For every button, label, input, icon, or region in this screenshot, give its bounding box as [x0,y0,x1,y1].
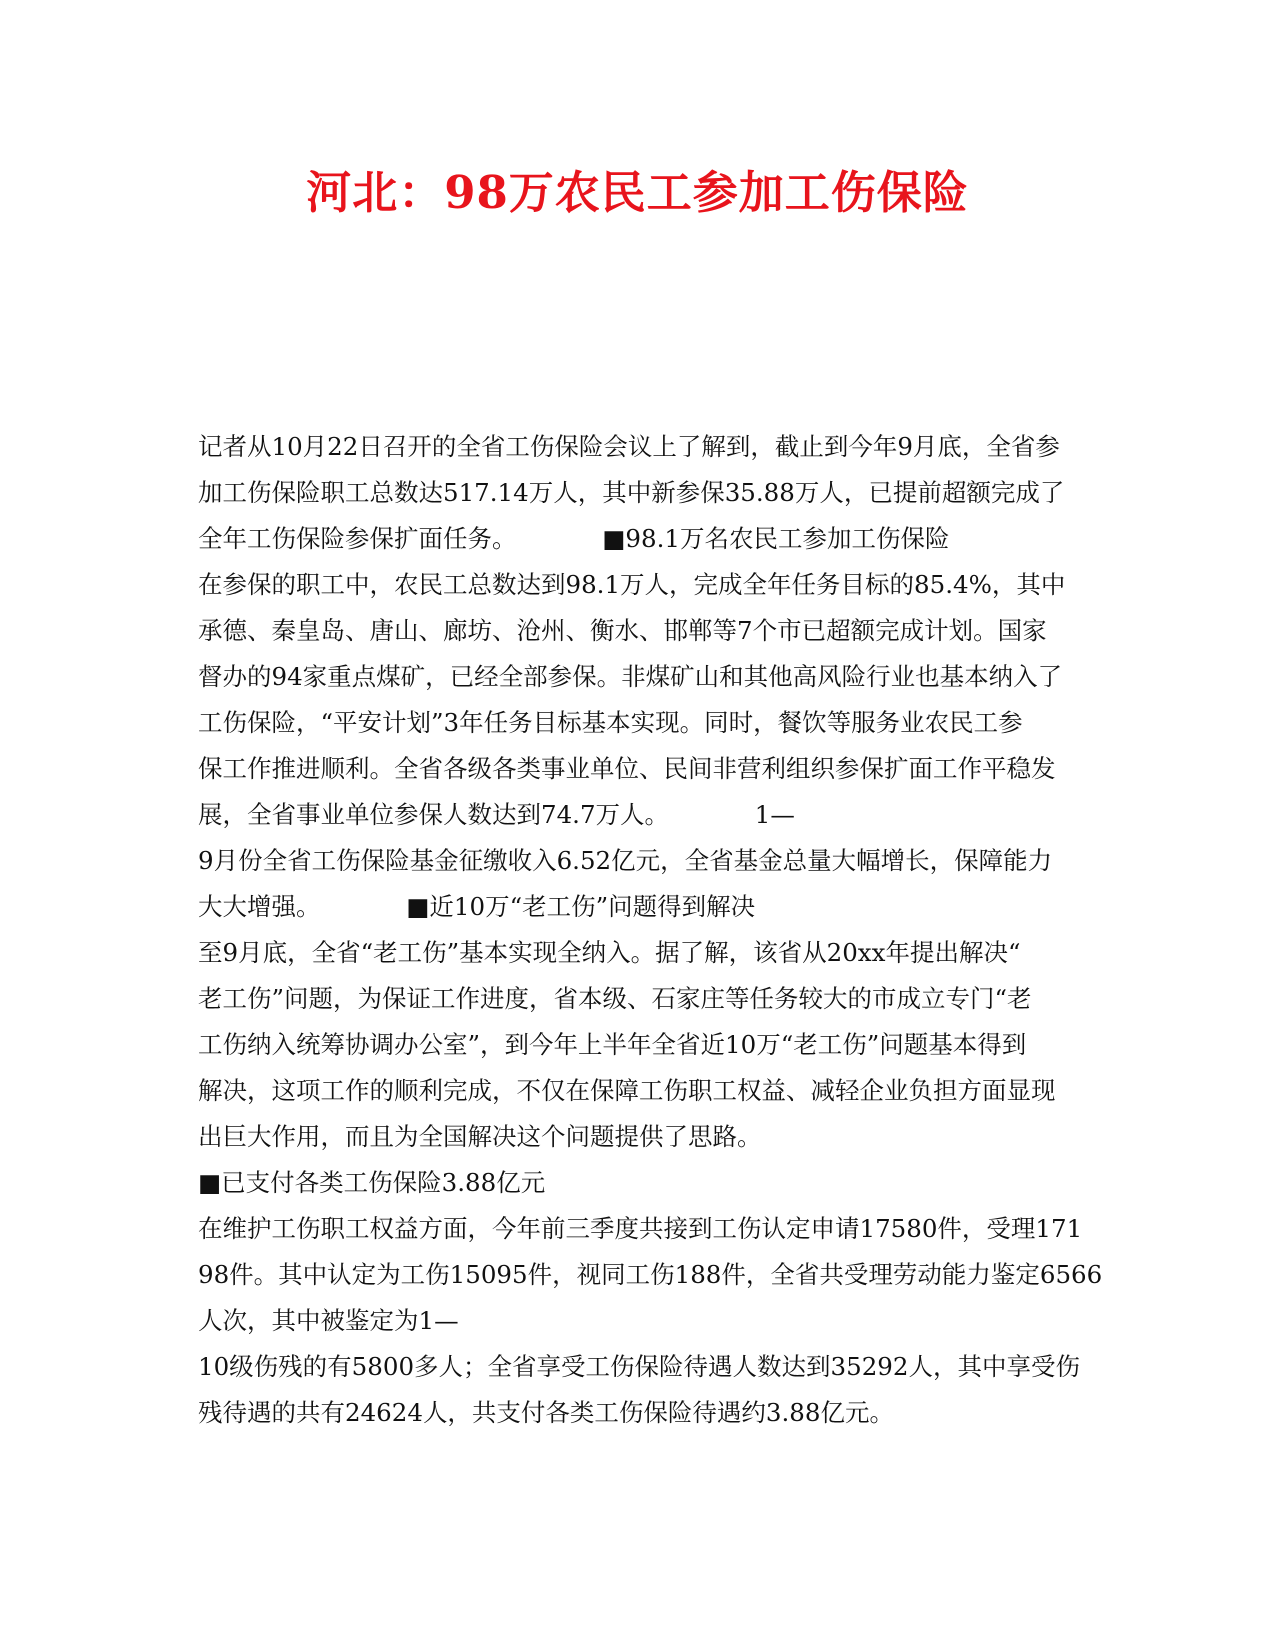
text-line: 记者从10月22日召开的全省工伤保险会议上了解到，截止到今年9月底，全省参 [198,432,1060,461]
text-line: 工伤保险，“平安计划”3年任务目标基本实现。同时，餐饮等服务业农民工参 [198,708,1023,737]
document-title: 河北：98万农民工参加工伤保险 [306,166,969,219]
text-line: 承德、秦皇岛、唐山、廊坊、沧州、衡水、邯郸等7个市已超额完成计划。国家 [198,616,1047,645]
text-line: 全年工伤保险参保扩面任务。 ■98.1万名农民工参加工伤保险 [198,524,950,553]
text-line: 加工伤保险职工总数达517.14万人，其中新参保35.88万人，已提前超额完成了 [198,478,1065,507]
text-line: 9月份全省工伤保险基金征缴收入6.52亿元，全省基金总量大幅增长，保障能力 [198,846,1053,875]
text-line: 98件。其中认定为工伤15095件，视同工伤188件，全省共受理劳动能力鉴定6566 [198,1260,1103,1289]
text-line: 10级伤残的有5800多人；全省享受工伤保险待遇人数达到35292人，其中享受伤 [198,1352,1080,1381]
text-line: 残待遇的共有24624人，共支付各类工伤保险待遇约3.88亿元。 [198,1398,894,1427]
text-line: 人次，其中被鉴定为1— [198,1306,459,1335]
text-line: 解决，这项工作的顺利完成，不仅在保障工伤职工权益、减轻企业负担方面显现 [198,1076,1056,1105]
text-line: 工伤纳入统筹协调办公室”，到今年上半年全省近10万“老工伤”问题基本得到 [198,1030,1027,1059]
text-line: ■已支付各类工伤保险3.88亿元 [198,1168,546,1197]
text-line: 督办的94家重点煤矿，已经全部参保。非煤矿山和其他高风险行业也基本纳入了 [198,662,1063,691]
text-line: 保工作推进顺利。全省各级各类事业单位、民间非营利组织参保扩面工作平稳发 [198,754,1056,783]
text-line: 老工伤”问题，为保证工作进度，省本级、石家庄等任务较大的市成立专门“老 [198,984,1032,1013]
text-line: 展，全省事业单位参保人数达到74.7万人。 1— [198,800,795,829]
text-line: 在参保的职工中，农民工总数达到98.1万人，完成全年任务目标的85.4%，其中 [198,570,1066,599]
text-line: 在维护工伤职工权益方面，今年前三季度共接到工伤认定申请17580件，受理171 [198,1214,1083,1243]
text-line: 大大增强。 ■近10万“老工伤”问题得到解决 [198,892,756,921]
text-line: 出巨大作用，而且为全国解决这个问题提供了思路。 [198,1122,762,1151]
text-line: 至9月底，全省“老工伤”基本实现全纳入。据了解，该省从20xx年提出解决“ [198,938,1021,967]
